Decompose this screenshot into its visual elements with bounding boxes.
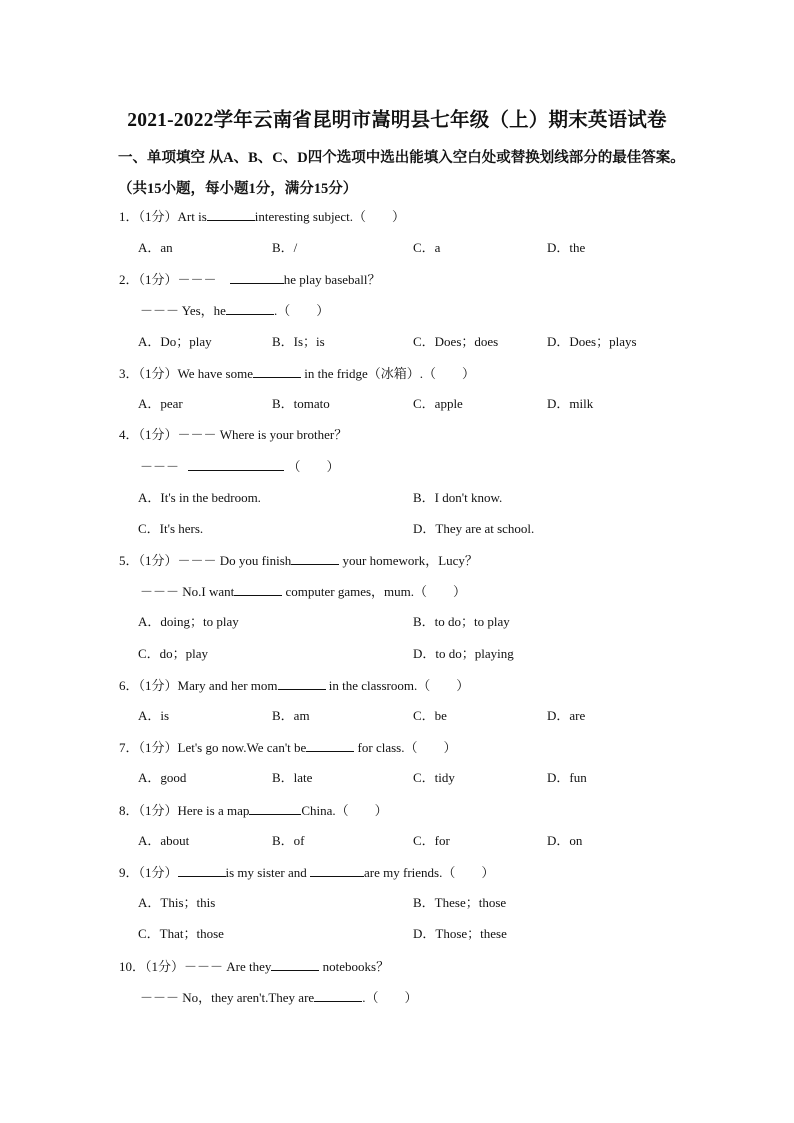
option-c: C．tidy <box>413 770 455 785</box>
answer-blank <box>278 677 326 690</box>
question-text: Let's go now.We can't be <box>177 740 307 755</box>
question-text: .（ ） <box>362 990 418 1005</box>
answer-blank <box>188 458 284 471</box>
question-5 <box>119 552 478 569</box>
question-6 <box>119 677 469 694</box>
question-text: for class.（ ） <box>354 740 457 755</box>
question-text: （ ） <box>284 459 340 474</box>
question-text: your homework，Lucy？ <box>339 553 478 568</box>
answer-blank <box>310 864 364 877</box>
question-number: 10．（1分） <box>119 959 185 974</box>
question-text: －－－ No，they aren't.They are <box>140 990 315 1005</box>
question-number: 2．（1分） <box>119 272 178 287</box>
question-8 <box>119 802 388 819</box>
question-4 <box>119 427 347 443</box>
question-number: 3．（1分） <box>119 366 178 381</box>
option-b: B．I don't know. <box>413 490 503 505</box>
option-a: A．doing；to play <box>138 614 239 629</box>
question-text: in the classroom.（ ） <box>325 678 470 693</box>
option-d: D．to do；playing <box>413 646 514 661</box>
option-c: C．be <box>413 708 447 723</box>
question-text: computer games，mum.（ ） <box>282 584 467 599</box>
answer-blank <box>234 583 282 596</box>
option-b: B．Is；is <box>272 334 325 349</box>
question-3 <box>119 365 475 382</box>
option-d: D．the <box>547 240 586 255</box>
question-number: 5．（1分） <box>119 553 178 568</box>
answer-blank <box>207 208 255 221</box>
option-c: C．for <box>413 833 450 848</box>
option-b: B．am <box>272 708 310 723</box>
question-text: －－－ Do you finish <box>177 553 292 568</box>
answer-blank <box>271 958 319 971</box>
question-number: 6．（1分） <box>119 678 178 693</box>
option-b: B．late <box>272 770 313 785</box>
option-c: C．apple <box>413 396 463 411</box>
question-number: 1．（1分） <box>119 209 178 224</box>
option-b: B．to do；to play <box>413 614 510 629</box>
option-d: D．fun <box>547 770 587 785</box>
option-d: D．They are at school. <box>413 521 535 536</box>
question-text: －－－ Are they <box>184 959 272 974</box>
option-a: A．It's in the bedroom. <box>138 490 261 505</box>
option-d: D．milk <box>547 396 594 411</box>
question-text: are my friends.（ ） <box>364 865 495 880</box>
question-text: －－－ Where is your brother？ <box>177 427 348 442</box>
option-a: A．an <box>138 240 173 255</box>
option-a: A．Do；play <box>138 334 212 349</box>
question-4-reply <box>140 458 340 475</box>
question-1 <box>119 208 405 225</box>
question-text: he play baseball？ <box>283 272 381 287</box>
question-text: notebooks？ <box>319 959 390 974</box>
answer-blank <box>291 552 339 565</box>
option-c: C．That；those <box>138 926 224 941</box>
question-text: interesting subject.（ ） <box>254 209 405 224</box>
page-title: 2021-2022学年云南省昆明市嵩明县七年级（上）期末英语试卷 <box>127 110 667 131</box>
question-9 <box>119 864 494 881</box>
question-number: 7．（1分） <box>119 740 178 755</box>
question-number: 4．（1分） <box>119 427 178 442</box>
option-b: B．These；those <box>413 895 507 910</box>
option-b: B．of <box>272 833 305 848</box>
option-b: B．/ <box>272 240 298 255</box>
section-heading: 一、单项填空 从A、B、C、D四个选项中选出能填入空白处或替换划线部分的最佳答案。 <box>118 150 685 166</box>
option-a: A．good <box>138 770 187 785</box>
answer-blank <box>226 302 274 315</box>
option-a: A．This；this <box>138 895 216 910</box>
option-d: D．Does；plays <box>547 334 637 349</box>
answer-blank <box>253 365 301 378</box>
question-text: Art is <box>177 209 207 224</box>
section-note: （共15小题，每小题1分，满分15分） <box>118 181 358 197</box>
option-c: C．do；play <box>138 646 209 661</box>
question-text: Mary and her mom <box>177 678 278 693</box>
option-c: C．Does；does <box>413 334 499 349</box>
option-a: A．pear <box>138 396 183 411</box>
option-d: D．on <box>547 833 583 848</box>
question-text: －－－ <box>177 272 220 287</box>
question-text: －－－ <box>140 459 183 474</box>
question-number: 8．（1分） <box>119 803 178 818</box>
question-10-reply <box>140 989 417 1006</box>
question-text: is my sister and <box>225 865 311 880</box>
answer-blank <box>314 989 362 1002</box>
answer-blank <box>249 802 301 815</box>
question-text: .（ ） <box>273 303 330 318</box>
question-7 <box>119 739 456 756</box>
question-text: China.（ ） <box>301 803 388 818</box>
question-text: Here is a map <box>177 803 250 818</box>
answer-blank <box>306 739 354 752</box>
option-a: A．is <box>138 708 170 723</box>
question-text: in the fridge（冰箱）.（ ） <box>301 366 476 381</box>
answer-blank <box>178 864 226 877</box>
question-text: －－－ Yes，he <box>140 303 226 318</box>
option-c: C．It's hers. <box>138 521 204 536</box>
question-text: We have some <box>177 366 253 381</box>
question-number: 9．（1分） <box>119 865 178 880</box>
option-d: D．Those；these <box>413 926 507 941</box>
question-text: －－－ No.I want <box>140 584 235 599</box>
question-2-reply <box>140 302 329 319</box>
option-b: B．tomato <box>272 396 330 411</box>
question-2 <box>119 271 381 288</box>
question-5-reply <box>140 583 466 600</box>
question-10 <box>119 958 389 975</box>
option-a: A．about <box>138 833 190 848</box>
option-d: D．are <box>547 708 586 723</box>
answer-blank <box>230 271 284 284</box>
option-c: C．a <box>413 240 441 255</box>
